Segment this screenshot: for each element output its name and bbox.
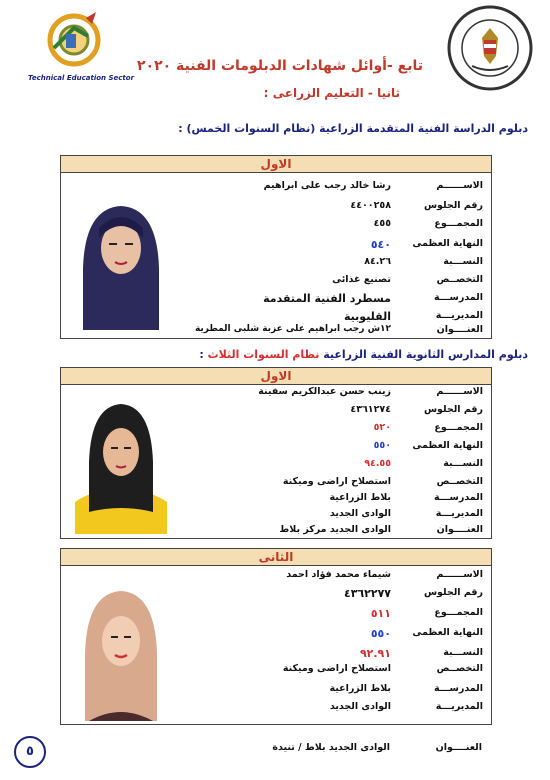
- field-directorate: المديريـــة الوادى الجديد: [329, 508, 483, 519]
- field-school: المدرســـة بلاط الزراعية: [329, 683, 483, 694]
- field-spec: التخصــص استصلاح اراضى وميكنة: [282, 476, 483, 487]
- field-percent: النســـبة ٨٤.٢٦: [364, 256, 483, 267]
- field-seat: رقم الجلوس ٤٣٦١٢٧٤: [350, 404, 483, 415]
- field-percent: النســـبة ٩٢.٩١: [359, 647, 483, 660]
- field-directorate: المديريـــة الوادى الجديد: [329, 701, 483, 712]
- subheading-five-year: دبلوم الدراسة الفنية المتقدمة الزراعية (نظام السنوات الخمس) :: [178, 122, 528, 135]
- subheading-three-year: دبلوم المدارس الثانوية الفنية الزراعية نظام السنوات الثلاث :: [199, 348, 528, 361]
- field-name: الاســــــم رشا خالد رجب على ابراهيم: [263, 180, 483, 191]
- technical-education-logo: [26, 8, 135, 88]
- field-school: المدرســـة مسطرد الفنية المتقدمة: [263, 292, 483, 305]
- field-total: المجمـــوع ٤٥٥: [373, 218, 483, 229]
- field-seat: رقم الجلوس ٤٤٠٠٢٥٨: [350, 200, 483, 211]
- rank-label: الاول: [61, 368, 491, 385]
- field-max: النهاية العظمى ٥٥٠: [373, 440, 483, 451]
- field-percent: النســـبة ٩٤.٥٥: [364, 458, 483, 469]
- field-max: النهاية العظمى ٥٤٠: [370, 238, 483, 251]
- student-card-3: [60, 548, 492, 725]
- field-total: المجمـــوع ٥١١: [370, 607, 483, 620]
- field-spec: التخصــص تصنيع غذائى: [332, 274, 483, 285]
- field-spec: التخصــص استصلاح اراضى وميكنة: [282, 663, 483, 674]
- ministry-seal: [446, 4, 534, 92]
- page-number: ٥: [14, 736, 46, 768]
- field-school: المدرســـة بلاط الزراعية: [329, 492, 483, 503]
- field-address: العنــــوان ١٢ش رجب ابراهيم على عزبة شلبى المطرية: [194, 324, 483, 335]
- field-name: الاســــــم زينب حسن عبدالكريم سفينة: [258, 386, 483, 397]
- field-name: الاســــــم شيماء محمد فؤاد احمد: [286, 569, 483, 580]
- student-card-2: [60, 367, 492, 539]
- student-card-1: [60, 155, 492, 339]
- field-max: النهاية العظمى ٥٥٠: [370, 627, 483, 640]
- field-directorate: المديريـــة القليوبية: [344, 310, 483, 323]
- logo-caption: Technical Education Sector: [28, 74, 135, 82]
- field-seat: رقم الجلوس ٤٣٦٢٢٧٧: [344, 587, 483, 600]
- rank-label: الاول: [61, 156, 491, 173]
- field-address-card-3: العنــــوان الوادى الجديد بلاط / تنيدة: [272, 742, 482, 753]
- student-photo: [75, 178, 167, 330]
- rank-label: الثانى: [61, 549, 491, 566]
- student-photo: [75, 392, 167, 534]
- field-address: العنــــوان الوادى الجديد مركز بلاط: [279, 524, 483, 535]
- section-heading: ثانيا - التعليم الزراعى :: [263, 86, 400, 100]
- field-total: المجمـــوع ٥٢٠: [373, 422, 483, 433]
- student-photo: [75, 573, 167, 721]
- page-title: تابع -أوائل شهادات الدبلومات الفنية ٢٠٢٠: [136, 58, 423, 74]
